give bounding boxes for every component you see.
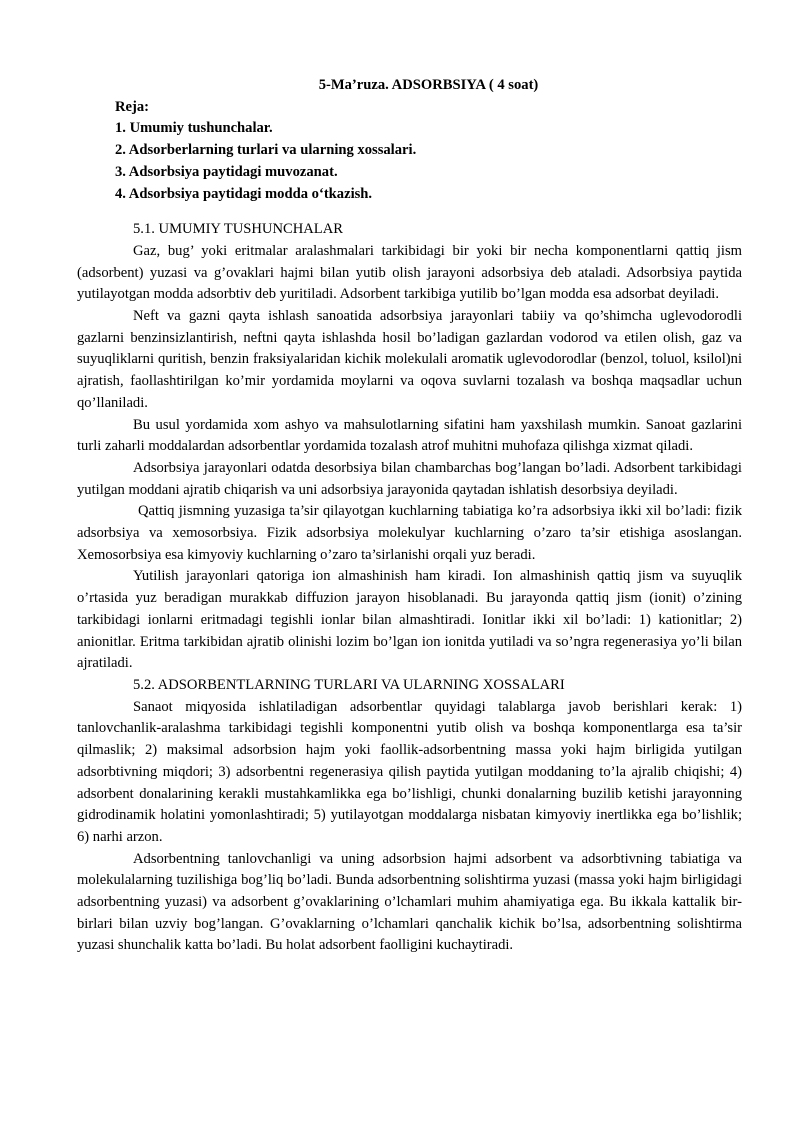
plan-item: 1. Umumiy tushunchalar. <box>115 120 273 137</box>
plan-label: Reja: <box>115 98 150 115</box>
plan-item: 2. Adsorberlarning turlari va ularning xossalari. <box>115 142 417 159</box>
paragraph: Adsorbentning tanlovchanligi va uning adsorbsion hajmi adsorbent va adsorbtivning tabiatiga va molekulalarning tuzilishiga bog’liq bo’ladi. Bunda adsorbentning solishtirma yuzasi (massa yoki hajm birligidagi adsorbentning yuzasi) va adsorbent g’ovaklarining o’lchamlari muhim ahamiyatiga ega. Bu ikkala kattalik bir-birlari bilan uzviy bog’langan. G’ovaklarning o’lchamlari qanchalik kichik bo’lsa, adsorbentning solishtirma yuzasi shunchalik katta bo’ladi. Bu holat adsorbent faolligini kuchaytiradi. <box>77 850 742 954</box>
section-heading-2: 5.2. ADSORBENTLARNING TURLARI VA ULARNING XOSSALARI <box>133 676 565 693</box>
paragraph: Gaz, bug’ yoki eritmalar aralashmalari tarkibidagi bir yoki bir necha komponentlarni qattiq jism (adsorbent) yuzasi va g’ovaklari hajmi bilan yutib olish jarayoni adsorbsiya deb ataladi. Adsorbsiya paytida yutilayotgan modda adsorbtiv deb yuritiladi. Adsorbent tarkibiga yutilib bo’lgan modda esa adsorbat deyiladi. <box>77 242 742 303</box>
paragraph: Neft va gazni qayta ishlash sanoatida adsorbsiya jarayonlari tabiiy va qo’shimcha uglevodorodli gazlarni benzinsizlantirish, neftni qayta ishlashda hosil bo’ladigan gazlardan vodorod va etilen olish, gaz va suyuqliklarni quritish, benzin fraksiyalaridan kichik molekulali aromatik uglevodorodlar (benzol, toluol, ksilol)ni ajratish, faollashtirilgan ko’mir yordamida moylarni va oqova suvlarni tozalash va boshqa maqsadlar uchun qo’llaniladi. <box>77 308 742 411</box>
plan-block <box>77 97 742 206</box>
paragraph: Qattiq jismning yuzasiga ta’sir qilayotgan kuchlarning tabiatiga ko’ra adsorbsiya ikki xil bo’ladi: fizik adsorbsiya va xemosorbsiya. Fizik adsorbsiya molekulyar kuchlarning o’zaro ta’sir etishiga asoslangan. Xemosorbsiya esa kimyoviy kuchlarning o’zaro ta’sirlanishi orqali yuz beradi. <box>77 503 742 563</box>
plan-item: 3. Adsorbsiya paytidagi muvozanat. <box>115 163 338 180</box>
paragraph: Bu usul yordamida xom ashyo va mahsulotlarning sifatini ham yaxshilash mumkin. Sanoat gazlarini turli zaharli moddalardan adsorbentlar yordamida tozalash atrof muhitni muhofaza qilishga xizmat qiladi. <box>77 416 742 455</box>
paragraph: Yutilish jarayonlari qatoriga ion almashinish ham kiradi. Ion almashinish qattiq jism va suyuqlik o’rtasida yuz beradigan murakkab diffuzion jarayon hisoblanadi. Bu jarayonda qattiq jism (ionit) o’zining tarkibidagi ionlarni eritmadagi tegishli ionlar bilan almashtiradi. Ionitlar ikki xil bo’ladi: 1) kationitlar; 2) anionitlar. Eritma tarkibidan ajratib olinishi lozim bo’lgan ion ionitda yutiladi va so’ngra regenerasiya yo’li bilan ajratiladi. <box>77 568 742 672</box>
plan-item: 4. Adsorbsiya paytidagi modda o‘tkazish. <box>115 185 373 202</box>
lecture-title: 5-Ma’ruza. ADSORBSIYA ( 4 soat) <box>318 77 539 93</box>
paragraph: Adsorbsiya jarayonlari odatda desorbsiya bilan chambarchas bog’langan bo’ladi. Adsorbent tarkibidagi yutilgan moddani ajratib chiqarish va uni adsorbsiya jarayonida qaytadan ishlatish desorbsiya deyiladi. <box>77 459 742 498</box>
paragraph: Sanaot miqyosida ishlatiladigan adsorbentlar quyidagi talablarga javob berishlari kerak: 1) tanlovchanlik-aralashma tarkibidagi tegishli komponentni yutib olish va boshqa komponentlarga esa ta’sir qilmaslik; 2) maksimal adsorbsion hajm yoki faollik-adsorbentning massa yoki hajm birligida yutilgan adsorbtivning miqdori; 3) adsorbentni regenerasiya qilish paytida yutilgan moddaning to’la ajralib chiqishi; 4) adsorbent donalarining kerakli mustahkamlikka ega bo’lishligi, chunki donalarning buzilib ketishi jarayonning gidrodinamik holatini yomonlashtiradi; 5) yutilayotgan moddalarga nisbatan kimyoviy inertlikka ega bo’lishlik; 6) narhi arzon. <box>77 698 742 845</box>
section-heading-1: 5.1. UMUMIY TUSHUNCHALAR <box>133 221 343 238</box>
document-page <box>77 75 742 957</box>
